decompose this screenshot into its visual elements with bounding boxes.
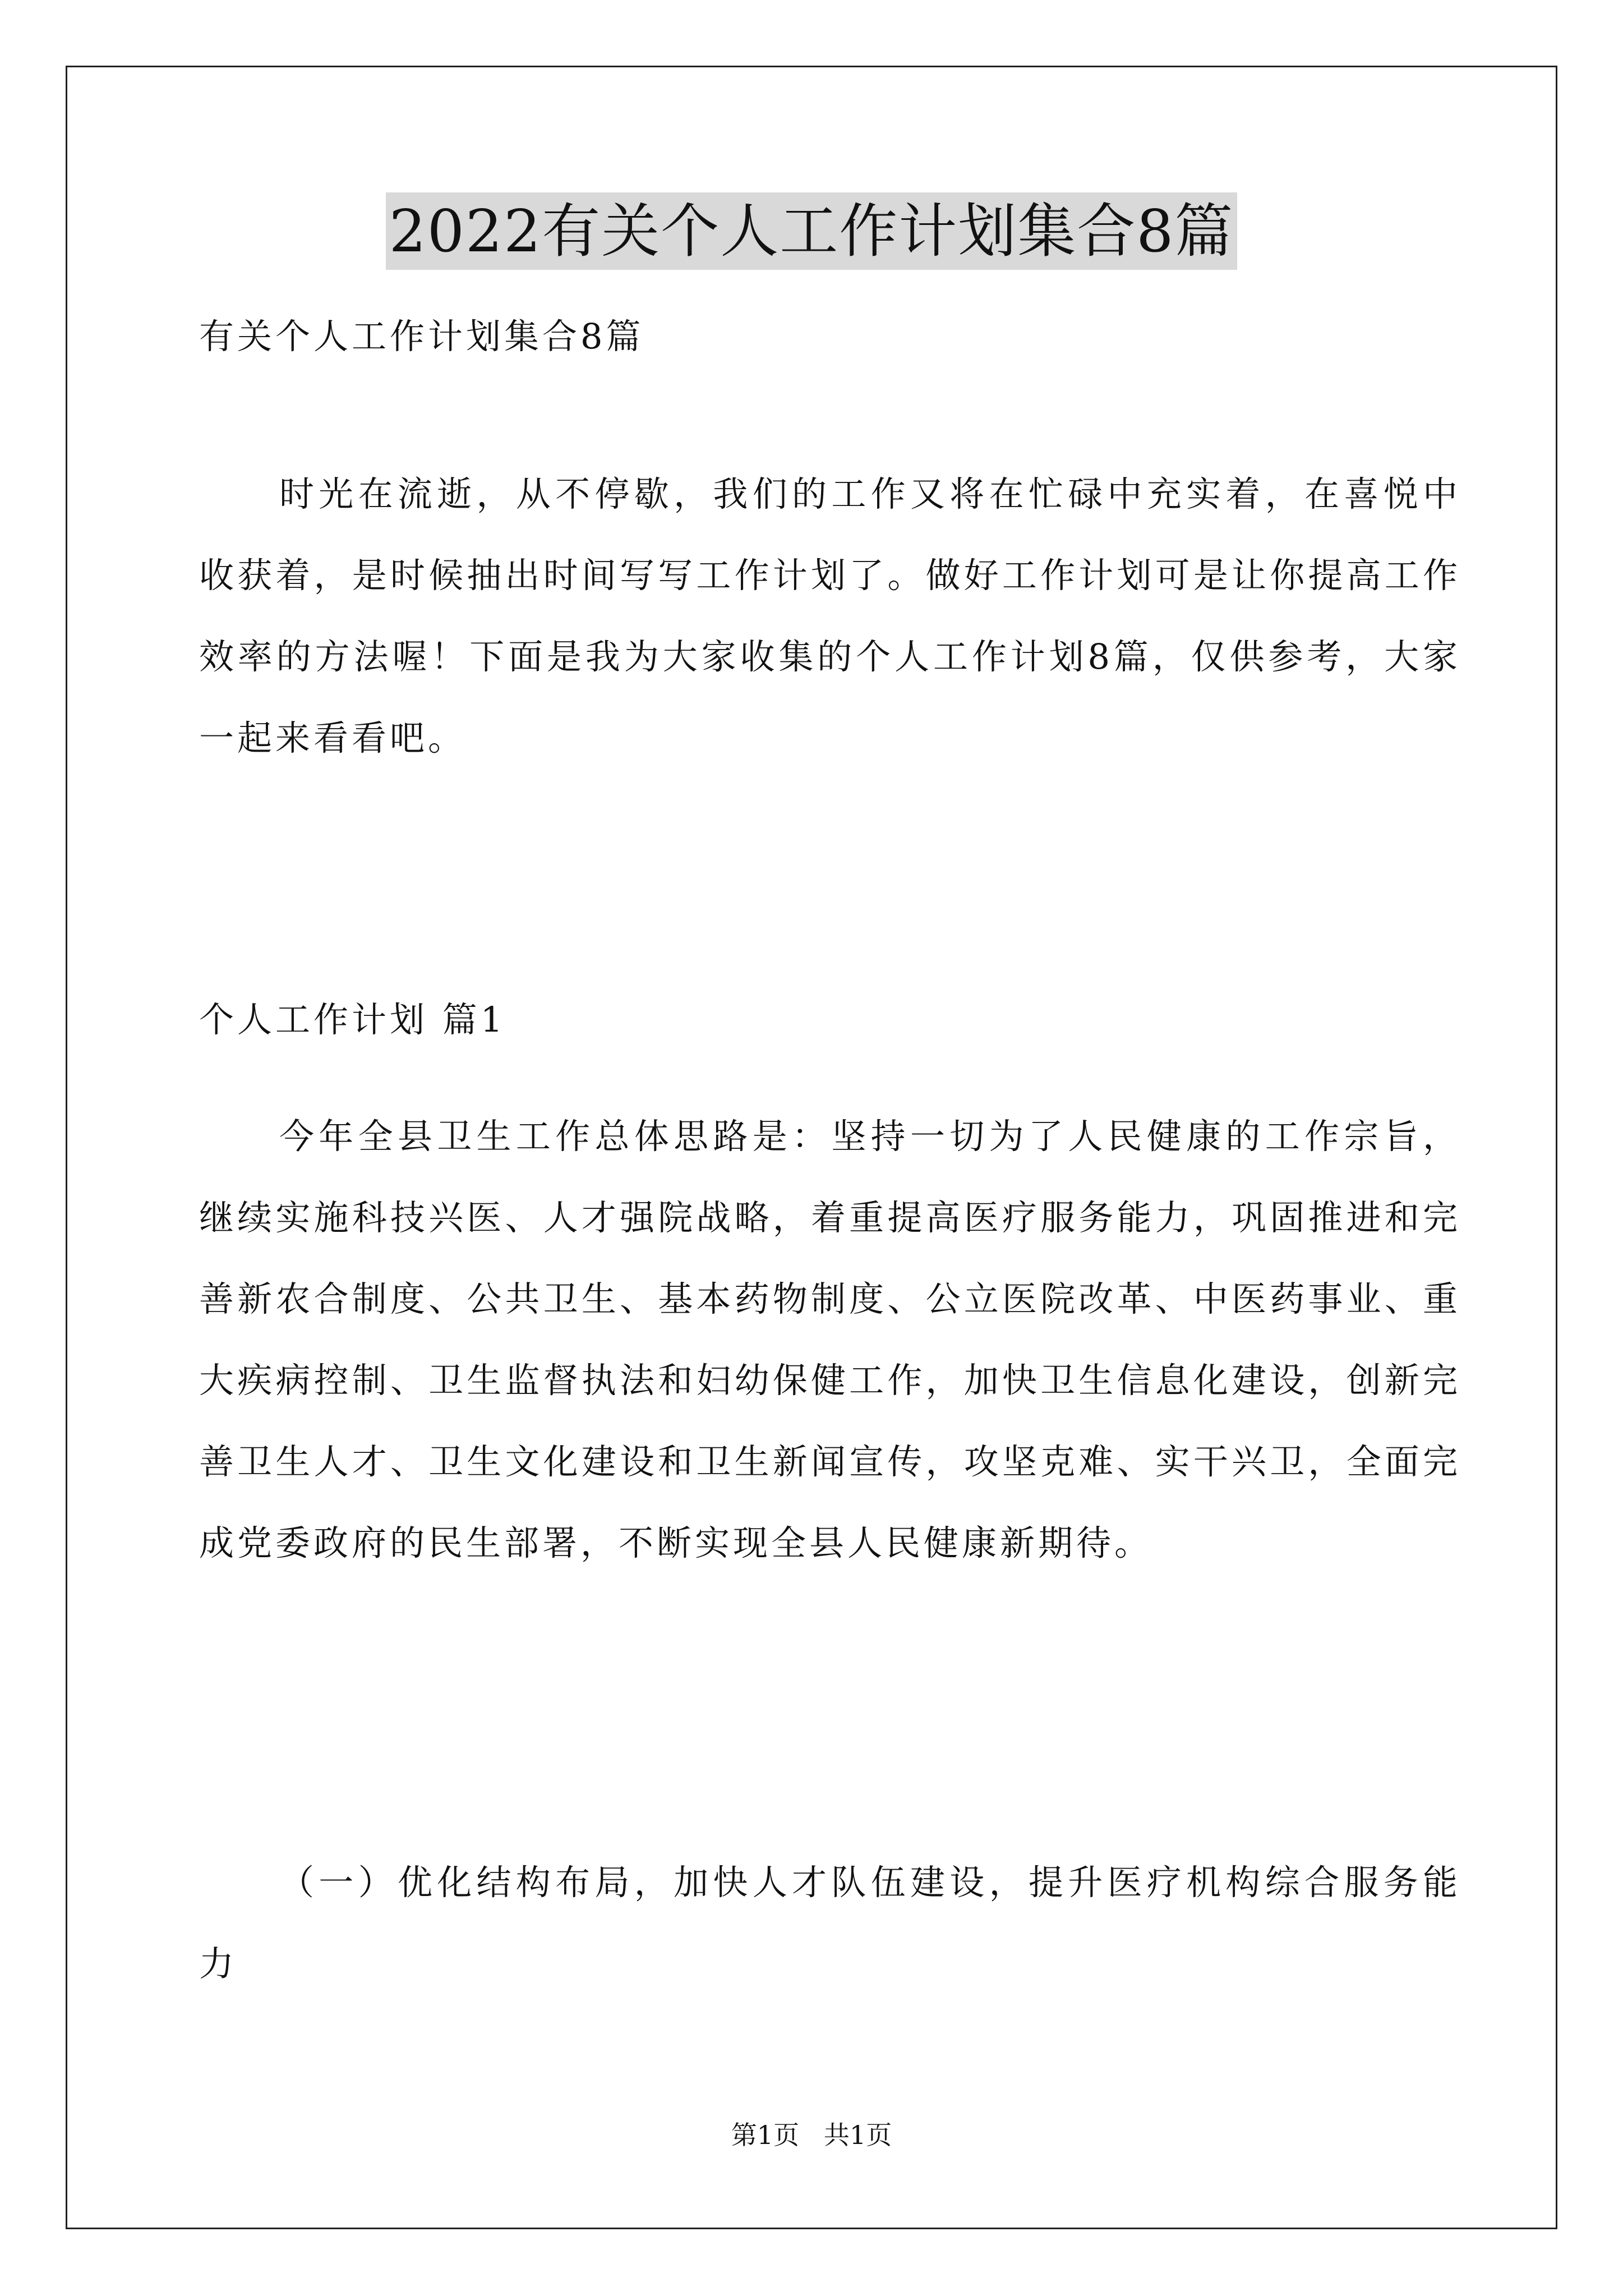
section-heading-1: 个人工作计划 篇1 bbox=[199, 999, 506, 1040]
title-container bbox=[0, 192, 1623, 270]
page-number: 第1页 共1页 bbox=[731, 2120, 892, 2150]
document-title: 2022有关个人工作计划集合8篇 bbox=[386, 192, 1238, 270]
section1-paragraph-1: 今年全县卫生工作总体思路是：坚持一切为了人民健康的工作宗旨，继续实施科技兴医、人才强院战略，着重提高医疗服务能力，巩固推进和完善新农合制度、公共卫生、基本药物制度、公立医院改革、中医药事业、重大疾病控制、卫生监督执法和妇幼保健工作，加快卫生信息化建设，创新完善卫生人才、卫生文化建设和卫生新闻宣传，攻坚克难、实干兴卫，全面完成党委政府的民生部署，不断实现全县人民健康新期待。 bbox=[199, 1116, 1461, 1563]
document-subtitle: 有关个人工作计划集合8篇 bbox=[199, 316, 644, 357]
section1-paragraph-2: （一）优化结构布局，加快人才队伍建设，提升医疗机构综合服务能力 bbox=[199, 1862, 1461, 1984]
page-footer bbox=[0, 2118, 1623, 2152]
intro-paragraph: 时光在流逝，从不停歇，我们的工作又将在忙碌中充实着，在喜悦中收获着，是时候抽出时间写写工作计划了。做好工作计划可是让你提高工作效率的方法喔！下面是我为大家收集的个人工作计划8篇，仅供参考，大家一起来看看吧。 bbox=[199, 473, 1461, 758]
